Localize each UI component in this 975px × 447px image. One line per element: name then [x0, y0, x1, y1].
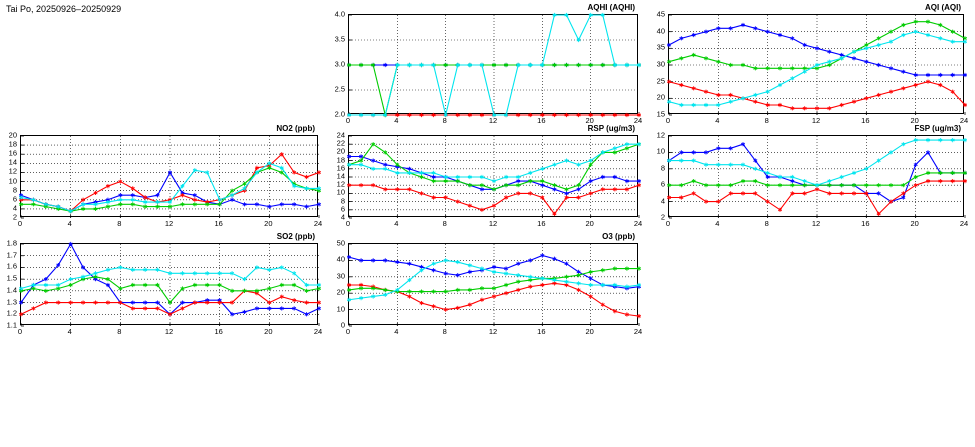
x-tick-label: 12: [488, 219, 498, 228]
y-tick-label: 14: [8, 157, 17, 167]
y-tick-label: 6: [660, 179, 665, 189]
chart-title: AQHI (AQHI): [587, 3, 635, 12]
y-tick-label: 8: [660, 163, 665, 173]
x-tick-label: 12: [488, 327, 498, 336]
x-tick-label: 16: [537, 327, 546, 336]
y-tick-label: 8: [12, 185, 17, 195]
x-tick-label: 8: [764, 116, 769, 125]
x-tick-label: 24: [633, 116, 643, 125]
x-tick-label: 24: [959, 116, 969, 125]
x-tick-label: 0: [17, 219, 23, 228]
y-tick-label: 10: [656, 146, 665, 156]
series-marker: [803, 70, 807, 74]
y-tick-label: 1.6: [6, 261, 17, 271]
y-tick-label: 15: [656, 109, 665, 119]
page-title: Tai Po, 20250926‒20250929: [6, 4, 122, 14]
x-tick-label: 20: [910, 116, 919, 125]
plot-area: [348, 243, 638, 325]
y-tick-label: 1.7: [6, 250, 17, 260]
y-tick-label: 1.5: [6, 273, 17, 283]
x-tick-label: 24: [313, 327, 323, 336]
y-tick-label: 2: [660, 212, 665, 222]
y-tick-label: 6: [12, 194, 17, 204]
x-tick-label: 24: [633, 219, 643, 228]
y-tick-label: 20: [8, 130, 17, 140]
x-tick-label: 16: [214, 219, 223, 228]
y-tick-label: 20: [656, 92, 665, 102]
y-tick-label: 0: [340, 320, 345, 330]
x-tick-label: 20: [585, 219, 594, 228]
x-tick-label: 16: [214, 327, 223, 336]
x-tick-label: 8: [764, 219, 769, 228]
chart-title: NO2 (ppb): [276, 124, 315, 133]
x-tick-label: 12: [811, 116, 821, 125]
y-tick-label: 2.0: [334, 109, 345, 119]
y-tick-label: 12: [8, 166, 17, 176]
x-tick-label: 0: [17, 327, 23, 336]
x-tick-label: 20: [585, 116, 594, 125]
x-tick-label: 8: [442, 327, 447, 336]
chart-title: O3 (ppb): [602, 232, 635, 241]
y-tick-label: 18: [336, 155, 345, 165]
plot-area: [20, 243, 318, 325]
x-tick-label: 0: [665, 116, 671, 125]
x-tick-label: 4: [394, 219, 399, 228]
x-tick-label: 0: [345, 219, 351, 228]
plot-svg: [349, 136, 639, 218]
plot-svg: [21, 244, 319, 326]
y-tick-label: 1.3: [6, 297, 17, 307]
plot-svg: [21, 136, 319, 218]
x-tick-label: 4: [715, 219, 720, 228]
y-tick-label: 1.2: [6, 308, 17, 318]
x-tick-label: 8: [117, 327, 122, 336]
series-marker: [889, 30, 893, 34]
plot-area: [668, 14, 964, 114]
y-tick-label: 40: [336, 254, 345, 264]
y-tick-label: 1.4: [6, 285, 17, 295]
x-tick-label: 12: [488, 116, 498, 125]
plot-area: [20, 135, 318, 217]
y-tick-label: 45: [656, 9, 665, 19]
x-tick-label: 20: [585, 327, 594, 336]
x-tick-label: 4: [394, 327, 399, 336]
y-tick-label: 4: [12, 203, 17, 213]
y-tick-label: 10: [8, 176, 17, 186]
x-tick-label: 12: [164, 219, 174, 228]
x-tick-label: 16: [861, 219, 870, 228]
y-tick-label: 40: [656, 26, 665, 36]
x-tick-label: 16: [861, 116, 870, 125]
x-tick-label: 0: [345, 116, 351, 125]
y-tick-label: 10: [336, 304, 345, 314]
y-tick-label: 3.0: [334, 59, 345, 69]
y-tick-label: 2.5: [334, 84, 345, 94]
y-tick-label: 14: [336, 171, 345, 181]
x-tick-label: 0: [345, 327, 351, 336]
y-tick-label: 4.0: [334, 9, 345, 19]
y-tick-label: 25: [656, 76, 665, 86]
y-tick-label: 12: [336, 179, 345, 189]
chart-title: SO2 (ppb): [276, 232, 315, 241]
x-tick-label: 4: [67, 219, 72, 228]
plot-svg: [349, 15, 639, 115]
y-tick-label: 1.8: [6, 238, 17, 248]
chart-title: AQI (AQI): [925, 3, 961, 12]
plot-svg: [669, 15, 965, 115]
y-tick-label: 2: [12, 212, 17, 222]
x-tick-label: 16: [537, 219, 546, 228]
y-tick-label: 12: [656, 130, 665, 140]
y-tick-label: 20: [336, 287, 345, 297]
x-tick-label: 24: [313, 219, 323, 228]
y-tick-label: 20: [336, 146, 345, 156]
y-tick-label: 16: [8, 148, 17, 158]
series-marker: [791, 76, 795, 80]
series-marker: [94, 191, 98, 195]
series-line: [669, 82, 965, 109]
y-tick-label: 6: [340, 204, 345, 214]
y-tick-label: 1.1: [6, 320, 17, 330]
y-tick-label: 8: [340, 196, 345, 206]
series-marker: [667, 43, 671, 47]
x-tick-label: 12: [164, 327, 174, 336]
x-tick-label: 8: [117, 219, 122, 228]
y-tick-label: 4: [660, 196, 665, 206]
x-tick-label: 0: [665, 219, 671, 228]
chart-title: FSP (ug/m3): [914, 124, 961, 133]
y-tick-label: 50: [336, 238, 345, 248]
y-tick-label: 16: [336, 163, 345, 173]
x-tick-label: 4: [394, 116, 399, 125]
y-tick-label: 30: [656, 59, 665, 69]
y-tick-label: 35: [656, 42, 665, 52]
x-tick-label: 24: [959, 219, 969, 228]
y-tick-label: 18: [8, 139, 17, 149]
y-tick-label: 30: [336, 271, 345, 281]
plot-svg: [669, 136, 965, 218]
x-tick-label: 24: [633, 327, 643, 336]
series-marker: [877, 36, 881, 40]
x-tick-label: 20: [910, 219, 919, 228]
x-tick-label: 8: [442, 116, 447, 125]
x-tick-label: 20: [264, 219, 273, 228]
plot-svg: [349, 244, 639, 326]
y-tick-label: 10: [336, 187, 345, 197]
plot-area: [348, 135, 638, 217]
y-tick-label: 24: [336, 130, 345, 140]
x-tick-label: 16: [537, 116, 546, 125]
x-tick-label: 4: [715, 116, 720, 125]
x-tick-label: 12: [811, 219, 821, 228]
x-tick-label: 20: [264, 327, 273, 336]
y-tick-label: 22: [336, 138, 345, 148]
plot-area: [348, 14, 638, 114]
y-tick-label: 3.5: [334, 34, 345, 44]
chart-title: RSP (ug/m3): [587, 124, 635, 133]
plot-area: [668, 135, 964, 217]
x-tick-label: 4: [67, 327, 72, 336]
x-tick-label: 8: [442, 219, 447, 228]
y-tick-label: 4: [340, 212, 345, 222]
series-marker: [778, 83, 782, 87]
